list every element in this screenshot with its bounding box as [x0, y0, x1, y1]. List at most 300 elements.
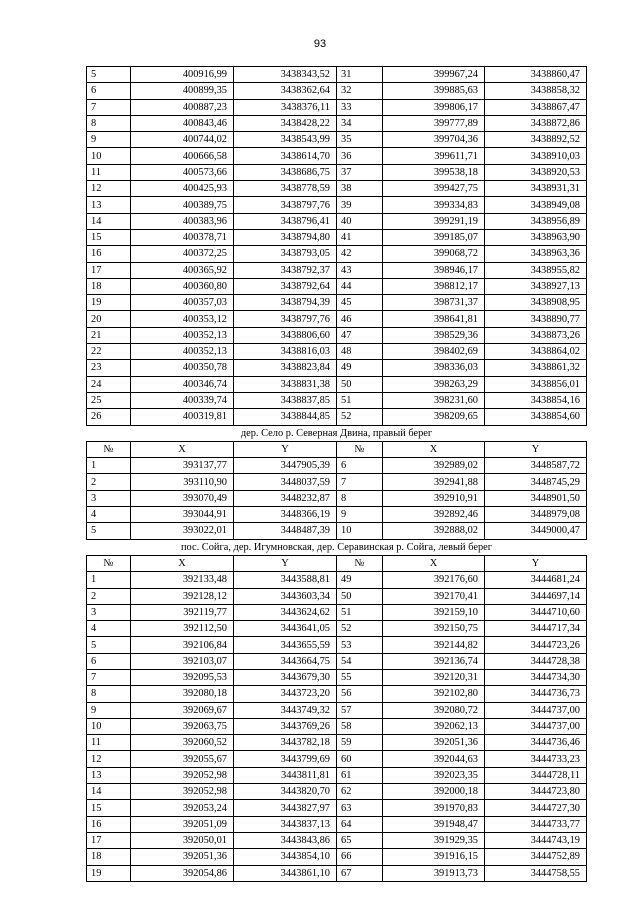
y-coordinate: 3438831,38 — [234, 376, 337, 392]
x-coordinate: 392023,35 — [383, 767, 485, 783]
y-coordinate: 3438892,52 — [485, 132, 587, 148]
x-coordinate: 392941,88 — [383, 474, 485, 490]
y-coordinate: 3448487,39 — [234, 523, 337, 539]
y-coordinate: 3444727,30 — [485, 800, 587, 816]
table-row — [87, 669, 587, 685]
x-coordinate: 399185,07 — [383, 229, 485, 245]
point-number: 44 — [337, 278, 383, 294]
table-row — [87, 865, 587, 881]
x-coordinate: 400352,13 — [131, 327, 234, 343]
x-coordinate: 400899,35 — [131, 83, 234, 99]
y-coordinate: 3443843,86 — [234, 832, 337, 848]
x-coordinate: 393070,49 — [131, 490, 234, 506]
table-row — [87, 832, 587, 848]
point-number: 50 — [337, 588, 383, 604]
y-coordinate: 3438614,70 — [234, 148, 337, 164]
x-coordinate: 400357,03 — [131, 295, 234, 311]
y-coordinate: 3443837,13 — [234, 816, 337, 832]
point-number: 34 — [337, 115, 383, 131]
point-number: 15 — [87, 800, 131, 816]
y-coordinate: 3448037,59 — [234, 474, 337, 490]
x-coordinate: 392144,82 — [383, 637, 485, 653]
y-coordinate: 3443811,81 — [234, 767, 337, 783]
table-row — [87, 702, 587, 718]
x-coordinate: 393022,01 — [131, 523, 234, 539]
y-coordinate: 3438910,03 — [485, 148, 587, 164]
table-row — [87, 311, 587, 327]
point-number: 22 — [87, 344, 131, 360]
table-row — [87, 751, 587, 767]
x-coordinate: 400365,92 — [131, 262, 234, 278]
table-row — [87, 474, 587, 490]
point-number: 54 — [337, 653, 383, 669]
point-number: 36 — [337, 148, 383, 164]
y-coordinate: 3438949,08 — [485, 197, 587, 213]
x-coordinate: 392051,09 — [131, 816, 234, 832]
y-coordinate: 3438793,05 — [234, 246, 337, 262]
point-number: 51 — [337, 392, 383, 408]
x-coordinate: 392106,84 — [131, 637, 234, 653]
point-number: 23 — [87, 360, 131, 376]
x-coordinate: 392133,48 — [131, 572, 234, 588]
point-number: 4 — [87, 621, 131, 637]
table-row — [87, 718, 587, 734]
table-row — [87, 213, 587, 229]
x-coordinate: 392128,12 — [131, 588, 234, 604]
x-coordinate: 399538,18 — [383, 164, 485, 180]
point-number: 17 — [87, 262, 131, 278]
point-number: 49 — [337, 572, 383, 588]
point-number: 9 — [87, 702, 131, 718]
table-row — [87, 132, 587, 148]
column-header: № — [87, 555, 131, 571]
point-number: 52 — [337, 409, 383, 425]
y-coordinate: 3438376,11 — [234, 99, 337, 115]
y-coordinate: 3444723,80 — [485, 784, 587, 800]
point-number: 37 — [337, 164, 383, 180]
y-coordinate: 3443603,34 — [234, 588, 337, 604]
point-number: 11 — [87, 735, 131, 751]
y-coordinate: 3438806,60 — [234, 327, 337, 343]
x-coordinate: 400352,13 — [131, 344, 234, 360]
point-number: 1 — [87, 458, 131, 474]
x-coordinate: 398812,17 — [383, 278, 485, 294]
y-coordinate: 3438854,16 — [485, 392, 587, 408]
point-number: 55 — [337, 669, 383, 685]
coordinates-table — [86, 66, 587, 882]
point-number: 12 — [87, 751, 131, 767]
y-coordinate: 3438854,60 — [485, 409, 587, 425]
x-coordinate: 400389,75 — [131, 197, 234, 213]
y-coordinate: 3438794,80 — [234, 229, 337, 245]
y-coordinate: 3443799,69 — [234, 751, 337, 767]
x-coordinate: 392000,18 — [383, 784, 485, 800]
section-title: дер. Село р. Северная Двина, правый берег — [87, 425, 587, 441]
point-number: 8 — [337, 490, 383, 506]
y-coordinate: 3443854,10 — [234, 849, 337, 865]
x-coordinate: 398731,37 — [383, 295, 485, 311]
point-number: 58 — [337, 718, 383, 734]
x-coordinate: 400573,66 — [131, 164, 234, 180]
point-number: 35 — [337, 132, 383, 148]
x-coordinate: 398336,03 — [383, 360, 485, 376]
x-coordinate: 392080,18 — [131, 686, 234, 702]
point-number: 41 — [337, 229, 383, 245]
y-coordinate: 3438686,75 — [234, 164, 337, 180]
column-header: X — [131, 555, 234, 571]
point-number: 49 — [337, 360, 383, 376]
y-coordinate: 3438867,47 — [485, 99, 587, 115]
coordinates-table-body — [87, 67, 587, 882]
y-coordinate: 3438543,99 — [234, 132, 337, 148]
x-coordinate: 399885,63 — [383, 83, 485, 99]
column-header: № — [337, 555, 383, 571]
point-number: 59 — [337, 735, 383, 751]
table-row — [87, 262, 587, 278]
y-coordinate: 3444710,60 — [485, 604, 587, 620]
point-number: 31 — [337, 67, 383, 83]
y-coordinate: 3444737,00 — [485, 702, 587, 718]
y-coordinate: 3443664,75 — [234, 653, 337, 669]
x-coordinate: 392136,74 — [383, 653, 485, 669]
table-row — [87, 686, 587, 702]
x-coordinate: 392053,24 — [131, 800, 234, 816]
x-coordinate: 398209,65 — [383, 409, 485, 425]
table-row — [87, 849, 587, 865]
y-coordinate: 3438872,86 — [485, 115, 587, 131]
y-coordinate: 3443782,18 — [234, 735, 337, 751]
table-row — [87, 800, 587, 816]
y-coordinate: 3438428,22 — [234, 115, 337, 131]
point-number: 46 — [337, 311, 383, 327]
point-number: 19 — [87, 295, 131, 311]
y-coordinate: 3438860,47 — [485, 67, 587, 83]
x-coordinate: 392060,52 — [131, 735, 234, 751]
x-coordinate: 392892,46 — [383, 507, 485, 523]
point-number: 15 — [87, 229, 131, 245]
point-number: 65 — [337, 832, 383, 848]
table-row — [87, 653, 587, 669]
x-coordinate: 392888,02 — [383, 523, 485, 539]
y-coordinate: 3438362,64 — [234, 83, 337, 99]
point-number: 20 — [87, 311, 131, 327]
point-number: 66 — [337, 849, 383, 865]
point-number: 11 — [87, 164, 131, 180]
point-number: 14 — [87, 784, 131, 800]
table-row — [87, 360, 587, 376]
y-coordinate: 3443749,32 — [234, 702, 337, 718]
point-number: 39 — [337, 197, 383, 213]
table-row — [87, 621, 587, 637]
y-coordinate: 3444737,00 — [485, 718, 587, 734]
table-row — [87, 344, 587, 360]
x-coordinate: 392063,75 — [131, 718, 234, 734]
x-coordinate: 392055,67 — [131, 751, 234, 767]
x-coordinate: 392044,63 — [383, 751, 485, 767]
y-coordinate: 3444697,14 — [485, 588, 587, 604]
point-number: 56 — [337, 686, 383, 702]
x-coordinate: 392150,75 — [383, 621, 485, 637]
x-coordinate: 400744,02 — [131, 132, 234, 148]
point-number: 12 — [87, 181, 131, 197]
y-coordinate: 3443588,81 — [234, 572, 337, 588]
x-coordinate: 400360,80 — [131, 278, 234, 294]
y-coordinate: 3438955,82 — [485, 262, 587, 278]
y-coordinate: 3438890,77 — [485, 311, 587, 327]
point-number: 62 — [337, 784, 383, 800]
x-coordinate: 398529,36 — [383, 327, 485, 343]
y-coordinate: 3444733,77 — [485, 816, 587, 832]
x-coordinate: 392069,67 — [131, 702, 234, 718]
y-coordinate: 3443769,26 — [234, 718, 337, 734]
point-number: 17 — [87, 832, 131, 848]
point-number: 18 — [87, 278, 131, 294]
y-coordinate: 3443861,10 — [234, 865, 337, 881]
x-coordinate: 398263,29 — [383, 376, 485, 392]
y-coordinate: 3438856,01 — [485, 376, 587, 392]
point-number: 14 — [87, 213, 131, 229]
point-number: 8 — [87, 686, 131, 702]
point-number: 18 — [87, 849, 131, 865]
x-coordinate: 398946,17 — [383, 262, 485, 278]
y-coordinate: 3444723,26 — [485, 637, 587, 653]
point-number: 21 — [87, 327, 131, 343]
y-coordinate: 3438794,39 — [234, 295, 337, 311]
table-row — [87, 229, 587, 245]
x-coordinate: 399806,17 — [383, 99, 485, 115]
point-number: 50 — [337, 376, 383, 392]
x-coordinate: 391916,15 — [383, 849, 485, 865]
y-coordinate: 3438873,26 — [485, 327, 587, 343]
point-number: 32 — [337, 83, 383, 99]
table-row — [87, 295, 587, 311]
x-coordinate: 392052,98 — [131, 767, 234, 783]
x-coordinate: 391929,35 — [383, 832, 485, 848]
point-number: 4 — [87, 507, 131, 523]
y-coordinate: 3444733,23 — [485, 751, 587, 767]
point-number: 6 — [87, 653, 131, 669]
column-header: Y — [485, 441, 587, 457]
point-number: 38 — [337, 181, 383, 197]
y-coordinate: 3448587,72 — [485, 458, 587, 474]
x-coordinate: 392051,36 — [131, 849, 234, 865]
x-coordinate: 392050,01 — [131, 832, 234, 848]
point-number: 13 — [87, 197, 131, 213]
y-coordinate: 3438963,90 — [485, 229, 587, 245]
table-row — [87, 735, 587, 751]
point-number: 7 — [87, 99, 131, 115]
x-coordinate: 400887,23 — [131, 99, 234, 115]
x-coordinate: 391970,83 — [383, 800, 485, 816]
x-coordinate: 393044,91 — [131, 507, 234, 523]
point-number: 7 — [87, 669, 131, 685]
column-header: X — [383, 441, 485, 457]
x-coordinate: 399704,36 — [383, 132, 485, 148]
point-number: 60 — [337, 751, 383, 767]
y-coordinate: 3438837,85 — [234, 392, 337, 408]
table-row — [87, 523, 587, 539]
y-coordinate: 3444736,46 — [485, 735, 587, 751]
x-coordinate: 400843,46 — [131, 115, 234, 131]
point-number: 3 — [87, 490, 131, 506]
point-number: 9 — [87, 132, 131, 148]
x-coordinate: 392103,07 — [131, 653, 234, 669]
y-coordinate: 3444728,38 — [485, 653, 587, 669]
x-coordinate: 392051,36 — [383, 735, 485, 751]
point-number: 61 — [337, 767, 383, 783]
point-number: 48 — [337, 344, 383, 360]
x-coordinate: 392176,60 — [383, 572, 485, 588]
x-coordinate: 400339,74 — [131, 392, 234, 408]
y-coordinate: 3448232,87 — [234, 490, 337, 506]
y-coordinate: 3438823,84 — [234, 360, 337, 376]
x-coordinate: 392989,02 — [383, 458, 485, 474]
x-coordinate: 400378,71 — [131, 229, 234, 245]
point-number: 43 — [337, 262, 383, 278]
table-row — [87, 572, 587, 588]
x-coordinate: 393110,90 — [131, 474, 234, 490]
y-coordinate: 3443723,20 — [234, 686, 337, 702]
table-row — [87, 767, 587, 783]
x-coordinate: 400372,25 — [131, 246, 234, 262]
y-coordinate: 3438797,76 — [234, 311, 337, 327]
x-coordinate: 392120,31 — [383, 669, 485, 685]
x-coordinate: 398641,81 — [383, 311, 485, 327]
point-number: 10 — [87, 148, 131, 164]
point-number: 2 — [87, 474, 131, 490]
point-number: 13 — [87, 767, 131, 783]
y-coordinate: 3438792,37 — [234, 262, 337, 278]
header-row — [87, 441, 587, 457]
point-number: 64 — [337, 816, 383, 832]
table-row — [87, 588, 587, 604]
y-coordinate: 3438908,95 — [485, 295, 587, 311]
x-coordinate: 392159,10 — [383, 604, 485, 620]
y-coordinate: 3443655,59 — [234, 637, 337, 653]
y-coordinate: 3438796,41 — [234, 213, 337, 229]
x-coordinate: 392102,80 — [383, 686, 485, 702]
y-coordinate: 3438927,13 — [485, 278, 587, 294]
table-row — [87, 181, 587, 197]
section-title-row — [87, 539, 587, 555]
y-coordinate: 3448366,19 — [234, 507, 337, 523]
point-number: 6 — [87, 83, 131, 99]
x-coordinate: 392095,53 — [131, 669, 234, 685]
point-number: 24 — [87, 376, 131, 392]
x-coordinate: 398402,69 — [383, 344, 485, 360]
x-coordinate: 391913,73 — [383, 865, 485, 881]
point-number: 26 — [87, 409, 131, 425]
table-row — [87, 784, 587, 800]
table-row — [87, 148, 587, 164]
y-coordinate: 3443641,05 — [234, 621, 337, 637]
column-header: Y — [485, 555, 587, 571]
y-coordinate: 3443624,62 — [234, 604, 337, 620]
y-coordinate: 3438858,32 — [485, 83, 587, 99]
x-coordinate: 392119,77 — [131, 604, 234, 620]
x-coordinate: 400916,99 — [131, 67, 234, 83]
point-number: 7 — [337, 474, 383, 490]
y-coordinate: 3444717,34 — [485, 621, 587, 637]
y-coordinate: 3444736,73 — [485, 686, 587, 702]
point-number: 9 — [337, 507, 383, 523]
y-coordinate: 3438778,59 — [234, 181, 337, 197]
x-coordinate: 399777,89 — [383, 115, 485, 131]
column-header: Y — [234, 555, 337, 571]
x-coordinate: 392112,50 — [131, 621, 234, 637]
y-coordinate: 3443679,30 — [234, 669, 337, 685]
table-row — [87, 392, 587, 408]
point-number: 2 — [87, 588, 131, 604]
x-coordinate: 400346,74 — [131, 376, 234, 392]
point-number: 1 — [87, 572, 131, 588]
point-number: 53 — [337, 637, 383, 653]
section-title: пос. Сойга, дер. Игумновская, дер. Серавинская р. Сойга, левый берег — [87, 539, 587, 555]
page-number: 93 — [313, 38, 327, 50]
y-coordinate: 3449000,47 — [485, 523, 587, 539]
y-coordinate: 3444734,30 — [485, 669, 587, 685]
table-row — [87, 246, 587, 262]
point-number: 10 — [87, 718, 131, 734]
column-header: № — [337, 441, 383, 457]
point-number: 42 — [337, 246, 383, 262]
point-number: 5 — [87, 523, 131, 539]
point-number: 6 — [337, 458, 383, 474]
table-row — [87, 197, 587, 213]
x-coordinate: 392910,91 — [383, 490, 485, 506]
point-number: 16 — [87, 246, 131, 262]
point-number: 25 — [87, 392, 131, 408]
point-number: 10 — [337, 523, 383, 539]
x-coordinate: 391948,47 — [383, 816, 485, 832]
header-row — [87, 555, 587, 571]
table-row — [87, 637, 587, 653]
point-number: 5 — [87, 67, 131, 83]
table-row — [87, 490, 587, 506]
point-number: 5 — [87, 637, 131, 653]
table-row — [87, 115, 587, 131]
y-coordinate: 3438844,85 — [234, 409, 337, 425]
y-coordinate: 3443827,97 — [234, 800, 337, 816]
point-number: 33 — [337, 99, 383, 115]
x-coordinate: 392170,41 — [383, 588, 485, 604]
y-coordinate: 3448979,08 — [485, 507, 587, 523]
x-coordinate: 399967,24 — [383, 67, 485, 83]
table-row — [87, 409, 587, 425]
table-row — [87, 376, 587, 392]
y-coordinate: 3438343,52 — [234, 67, 337, 83]
x-coordinate: 399068,72 — [383, 246, 485, 262]
x-coordinate: 400666,58 — [131, 148, 234, 164]
y-coordinate: 3448901,50 — [485, 490, 587, 506]
point-number: 45 — [337, 295, 383, 311]
point-number: 47 — [337, 327, 383, 343]
y-coordinate: 3438816,03 — [234, 344, 337, 360]
y-coordinate: 3448745,29 — [485, 474, 587, 490]
table-row — [87, 604, 587, 620]
table-row — [87, 83, 587, 99]
y-coordinate: 3438864,02 — [485, 344, 587, 360]
y-coordinate: 3438931,31 — [485, 181, 587, 197]
y-coordinate: 3438963,36 — [485, 246, 587, 262]
point-number: 63 — [337, 800, 383, 816]
y-coordinate: 3444758,55 — [485, 865, 587, 881]
point-number: 40 — [337, 213, 383, 229]
point-number: 51 — [337, 604, 383, 620]
table-row — [87, 816, 587, 832]
column-header: № — [87, 441, 131, 457]
y-coordinate: 3444728,11 — [485, 767, 587, 783]
